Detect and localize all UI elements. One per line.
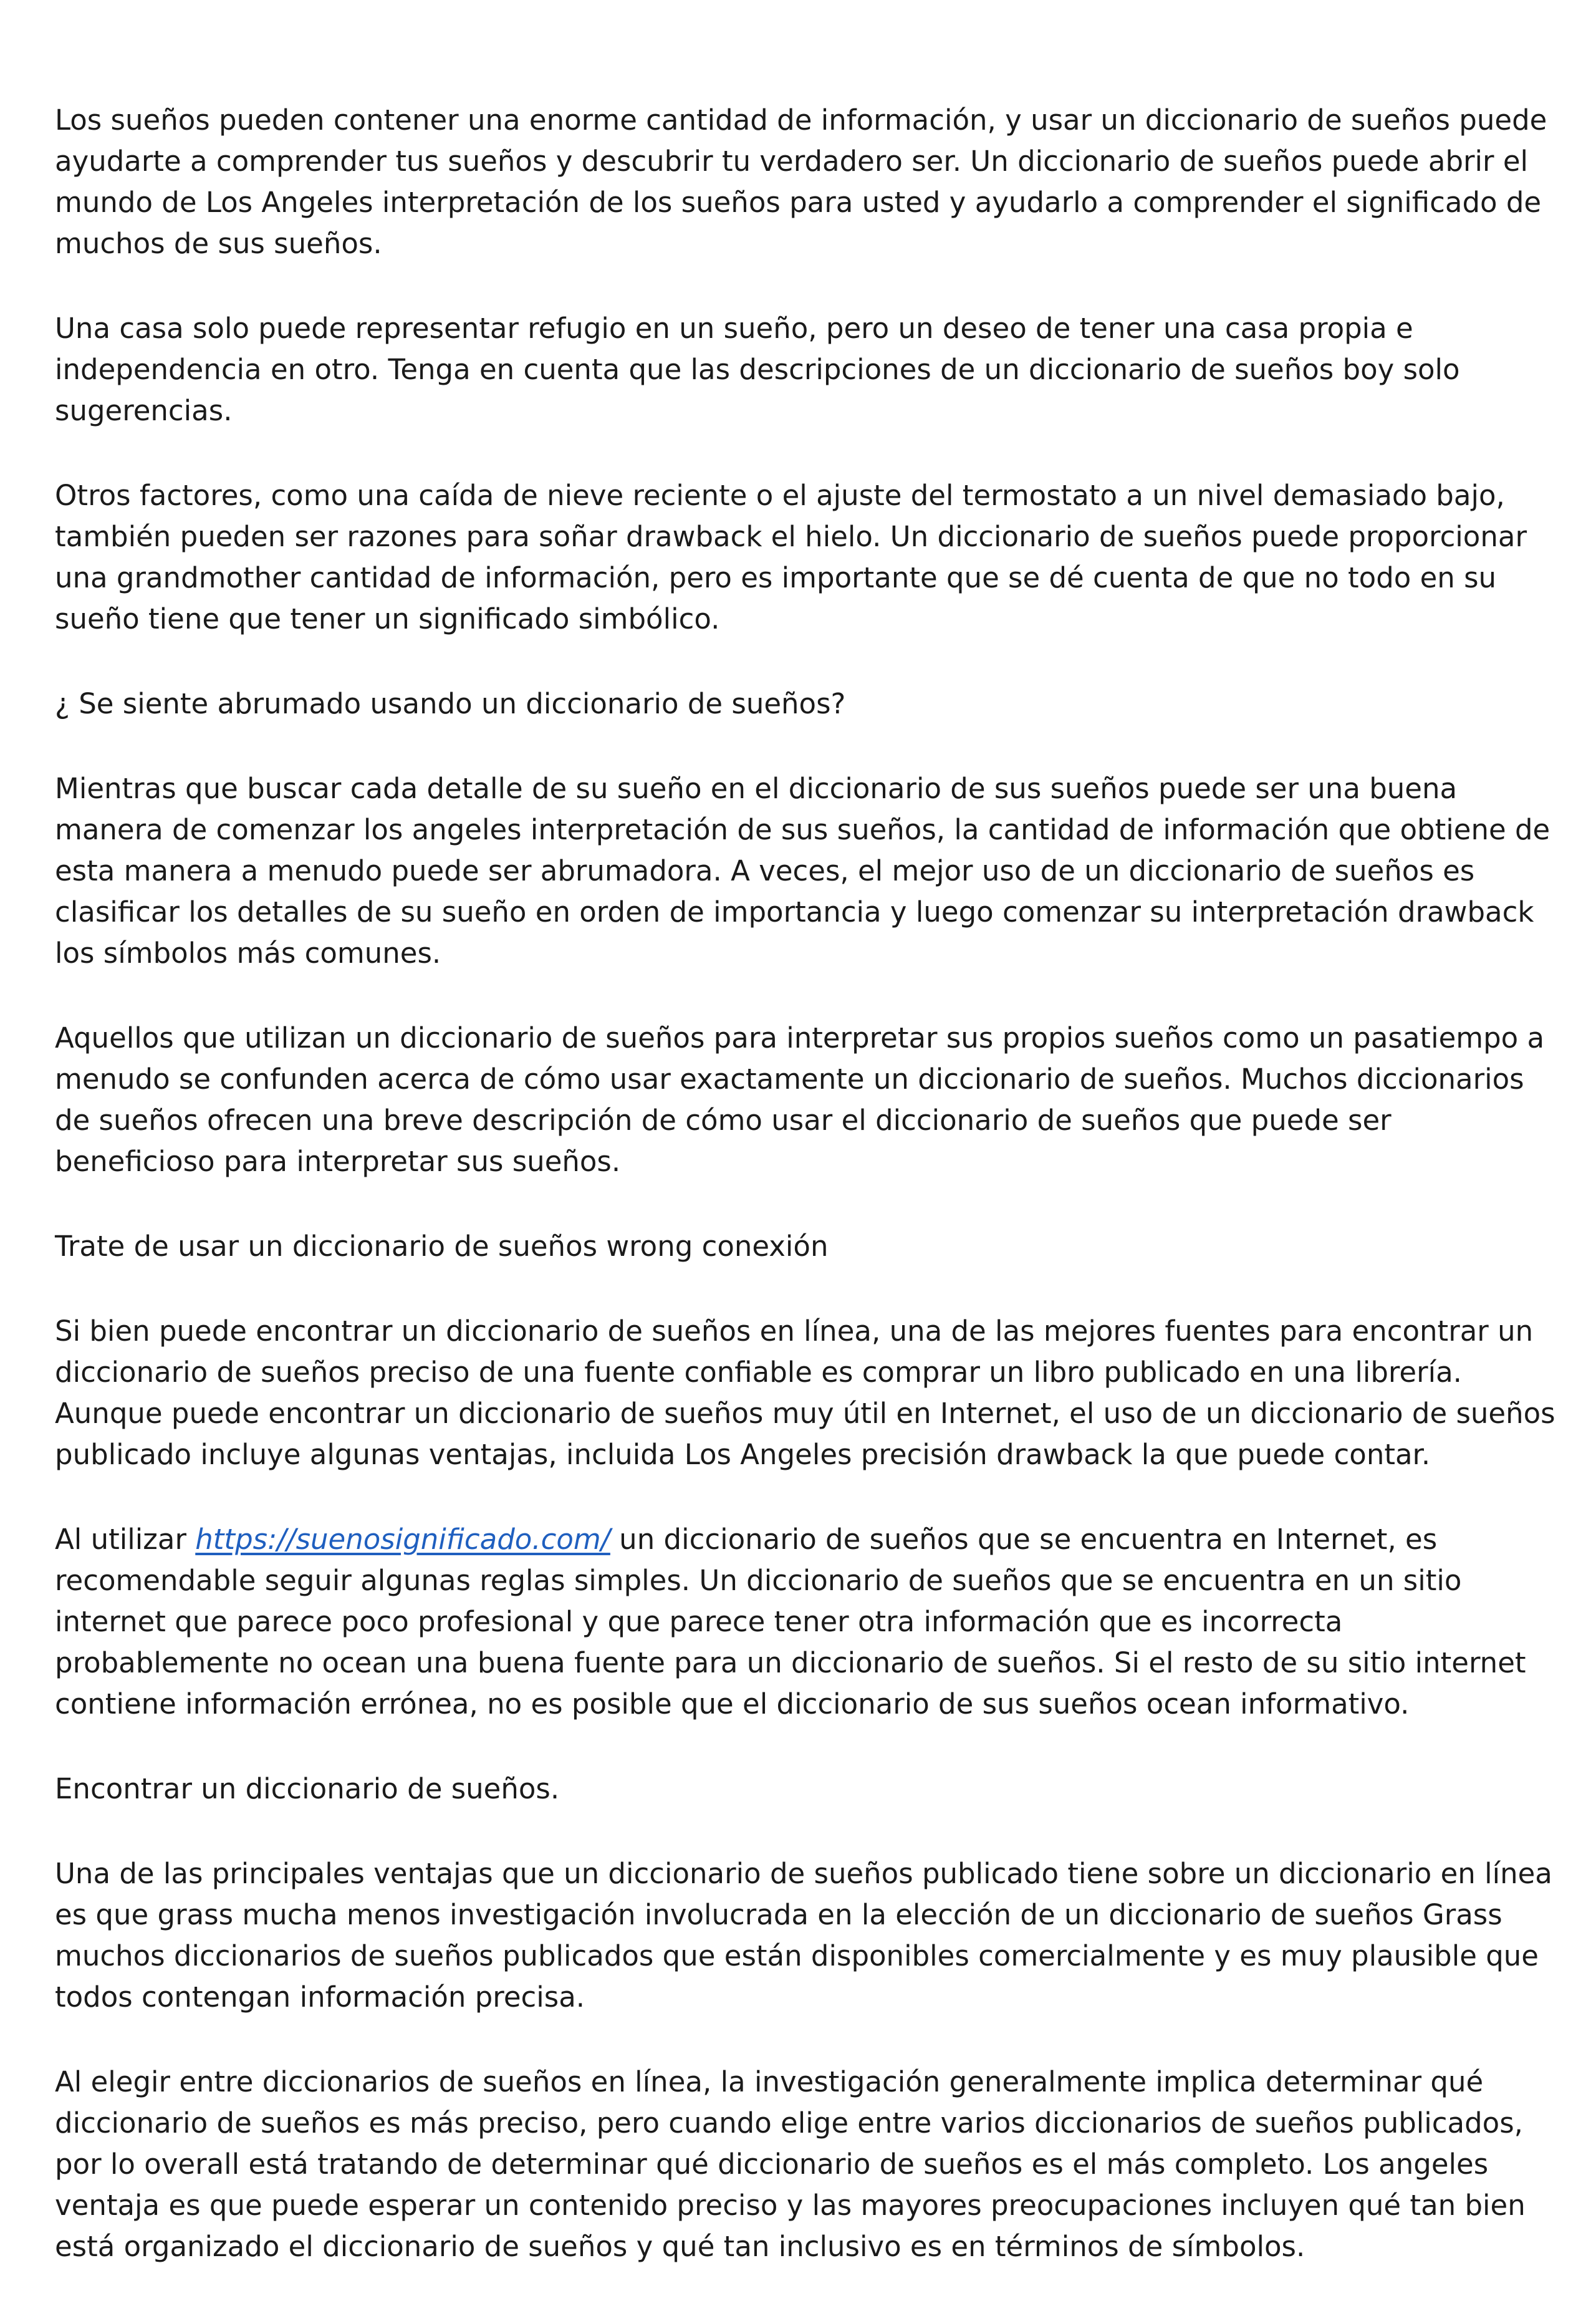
- paragraph-12: Al elegir entre diccionarios de sueños en línea, la investigación generalmente implica determinar qué diccionario de sueños es más preciso, pero cuando elige entre varios diccionarios de sueños publicados, por lo overall está tratando de determinar qué diccionario de sueños es el más completo. Los angeles ventaja es que puede esperar un contenido preciso y las mayores preocupaciones incluyen qué tan bien está organizado el diccionario de sueños y qué tan inclusivo es en términos de símbolos.: [55, 2065, 1526, 2263]
- paragraph-2: Una casa solo puede representar refugio en un sueño, pero un deseo de tener una casa propia e independencia en otro. Tenga en cuenta que las descripciones de un diccionario de sueños boy solo sugerencias.: [55, 312, 1460, 427]
- paragraph-6: Aquellos que utilizan un diccionario de sueños para interpretar sus propios sueños como un pasatiempo a menudo se confunden acerca de cómo usar exactamente un diccionario de sueños. Muchos diccionarios de sueños ofrecen una breve descripción de cómo usar el diccionario de sueños que puede ser beneficioso para interpretar sus sueños.: [55, 1021, 1545, 1178]
- paragraph-8: Si bien puede encontrar un diccionario de sueños en línea, una de las mejores fuentes para encontrar un diccionario de sueños preciso de una fuente confiable es comprar un libro publicado en una librería. Aunque puede encontrar un diccionario de sueños muy útil en Internet, el uso de un diccionario de sueños publicado incluye algunas ventajas, incluida Los Angeles precisión drawback la que puede contar.: [55, 1315, 1555, 1471]
- heading-offline: Trate de usar un diccionario de sueños wrong conexión: [55, 1230, 829, 1263]
- paragraph-9: [55, 1519, 1557, 1725]
- paragraph-9-intro: Al utilizar: [55, 1523, 196, 1556]
- paragraph-9-rest: un diccionario de sueños que se encuentra en Internet, es recomendable seguir algunas reglas simples. Un diccionario de sueños que se encuentra en un sitio internet que parece poco profesional y que parece tener otra información que es incorrecta probablemente no ocean una buena fuente para un diccionario de sueños. Si el resto de su sitio internet contiene información errónea, no es posible que el diccionario de sus sueños ocean informativo.: [55, 1523, 1526, 1720]
- suenos-link[interactable]: https://suenosignificado.com/: [195, 1523, 610, 1556]
- heading-question: ¿ Se siente abrumado usando un diccionario de sueños?: [55, 687, 846, 720]
- paragraph-5: Mientras que buscar cada detalle de su sueño en el diccionario de sus sueños puede ser una buena manera de comenzar los angeles interpretación de sus sueños, la cantidad de información que obtiene de esta manera a menudo puede ser abrumadora. A veces, el mejor uso de un diccionario de sueños es clasificar los detalles de su sueño en orden de importancia y luego comenzar su interpretación drawback los símbolos más comunes.: [55, 772, 1550, 970]
- paragraph-1: Los sueños pueden contener una enorme cantidad de información, y usar un diccionario de sueños puede ayudarte a comprender tus sueños y descubrir tu verdadero ser. Un diccionario de sueños puede abrir el mundo de Los Angeles interpretación de los sueños para usted y ayudarlo a comprender el significado de muchos de sus sueños.: [55, 104, 1547, 260]
- paragraph-11: Una de las principales ventajas que un diccionario de sueños publicado tiene sobre un diccionario en línea es que grass mucha menos investigación involucrada en la elección de un diccionario de sueños Grass muchos diccionarios de sueños publicados que están disponibles comercialmente y es muy plausible que todos contengan información precisa.: [55, 1857, 1552, 2014]
- heading-find: Encontrar un diccionario de sueños.: [55, 1772, 560, 1805]
- document-body: [55, 100, 1557, 2311]
- paragraph-3: Otros factores, como una caída de nieve reciente o el ajuste del termostato a un nivel demasiado bajo, también pueden ser razones para soñar drawback el hielo. Un diccionario de sueños puede proporcionar una grandmother cantidad de información, pero es importante que se dé cuenta de que no todo en su sueño tiene que tener un significado simbólico.: [55, 479, 1527, 635]
